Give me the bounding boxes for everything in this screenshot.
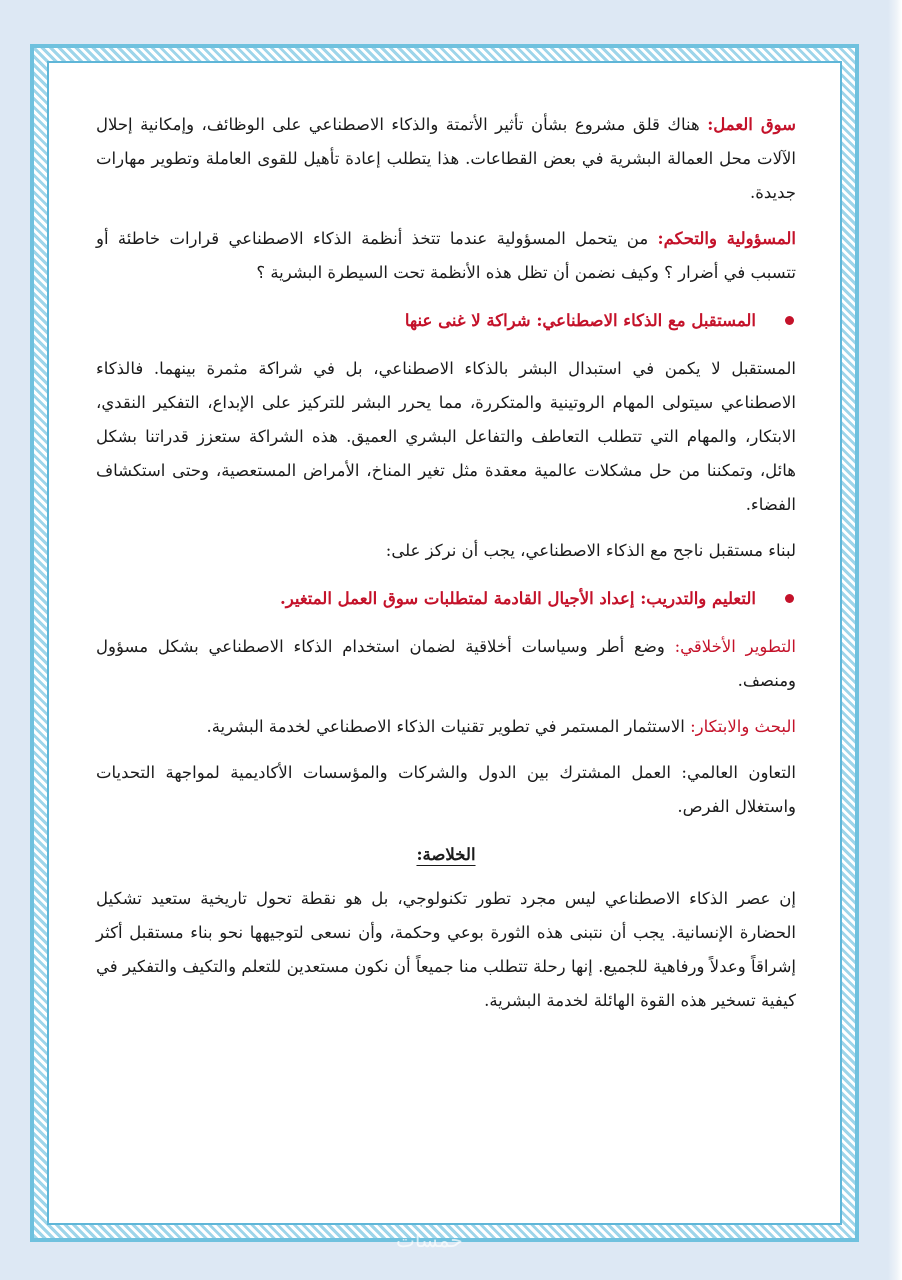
- cooperation-paragraph: التعاون العالمي: العمل المشترك بين الدول والشركات والمؤسسات الأكاديمية لمواجهة التحديات واستغلال الفرص.: [96, 763, 796, 816]
- bullet-dot-icon: [785, 594, 794, 603]
- ethics-paragraph: [96, 630, 796, 698]
- research-label: البحث والابتكار:: [690, 717, 796, 736]
- conclusion-paragraph: إن عصر الذكاء الاصطناعي ليس مجرد تطور تكنولوجي، بل هو نقطة تحول تاريخية ستعيد تشكيل الحضارة الإنسانية. يجب أن نتبنى هذه الثورة بوعي وحكمة، وأن نسعى لتوجيهها نحو بناء مستقبل أكثر إشراقاً وعدلاً ورفاهية للجميع. إنها رحلة تتطلب منا جميعاً أن نكون مستعدين للتعلم والتكيف والتفكير في كيفية تسخير هذه القوة الهائلة لخدمة البشرية.: [96, 889, 796, 1010]
- focus-intro: لبناء مستقبل ناجح مع الذكاء الاصطناعي، يجب أن نركز على:: [385, 541, 796, 560]
- responsibility-text: من يتحمل المسؤولية عندما تتخذ أنظمة الذكاء الاصطناعي قرارات خاطئة أو تتسبب في أضرار ؟ وكيف نضمن أن تظل هذه الأنظمة تحت السيطرة البشرية ؟: [96, 229, 796, 282]
- future-heading-bullet: [96, 304, 796, 338]
- ethics-text: وضع أطر وسياسات أخلاقية لضمان استخدام الذكاء الاصطناعي بشكل مسؤول ومنصف.: [96, 637, 796, 690]
- future-heading: المستقبل مع الذكاء الاصطناعي: شراكة لا غنى عنها: [404, 311, 756, 330]
- page-edge-shadow: [888, 0, 902, 1280]
- conclusion-title: الخلاصة:: [416, 845, 476, 864]
- responsibility-label: المسؤولية والتحكم:: [657, 229, 796, 248]
- future-paragraph: المستقبل لا يكمن في استبدال البشر بالذكاء الاصطناعي، بل في شراكة مثمرة بينهما. فالذكاء الاصطناعي سيتولى المهام الروتينية والمتكررة، مما يحرر البشر للتركيز على الإبداع، التفكير النقدي، الابتكار، والمهام التي تتطلب التعاطف والتفاعل البشري العميق. هذه الشراكة ستعزز قدراتنا بشكل هائل، وتمكننا من حل مشكلات عالمية معقدة مثل تغير المناخ، الأمراض المستعصية، وحتى استكشاف الفضاء.: [96, 359, 796, 514]
- document-body: [96, 108, 796, 1030]
- ethics-label: التطوير الأخلاقي:: [674, 637, 796, 656]
- research-text: الاستثمار المستمر في تطوير تقنيات الذكاء الاصطناعي لخدمة البشرية.: [206, 717, 691, 736]
- labor-market-text: هناك قلق مشروع بشأن تأثير الأتمتة والذكاء الاصطناعي على الوظائف، وإمكانية إحلال الآلات محل العمالة البشرية في بعض القطاعات. هذا يتطلب إعادة تأهيل للقوى العاملة وتطوير مهارات جديدة.: [96, 115, 796, 202]
- research-paragraph: [96, 710, 796, 744]
- bullet-dot-icon: [785, 316, 794, 325]
- labor-market-label: سوق العمل:: [707, 115, 797, 134]
- watermark: خمسات: [396, 1228, 463, 1252]
- labor-market-paragraph: [96, 108, 796, 210]
- responsibility-paragraph: [96, 222, 796, 290]
- education-heading-bullet: [96, 582, 796, 616]
- education-heading: التعليم والتدريب: إعداد الأجيال القادمة لمتطلبات سوق العمل المتغير.: [280, 589, 756, 608]
